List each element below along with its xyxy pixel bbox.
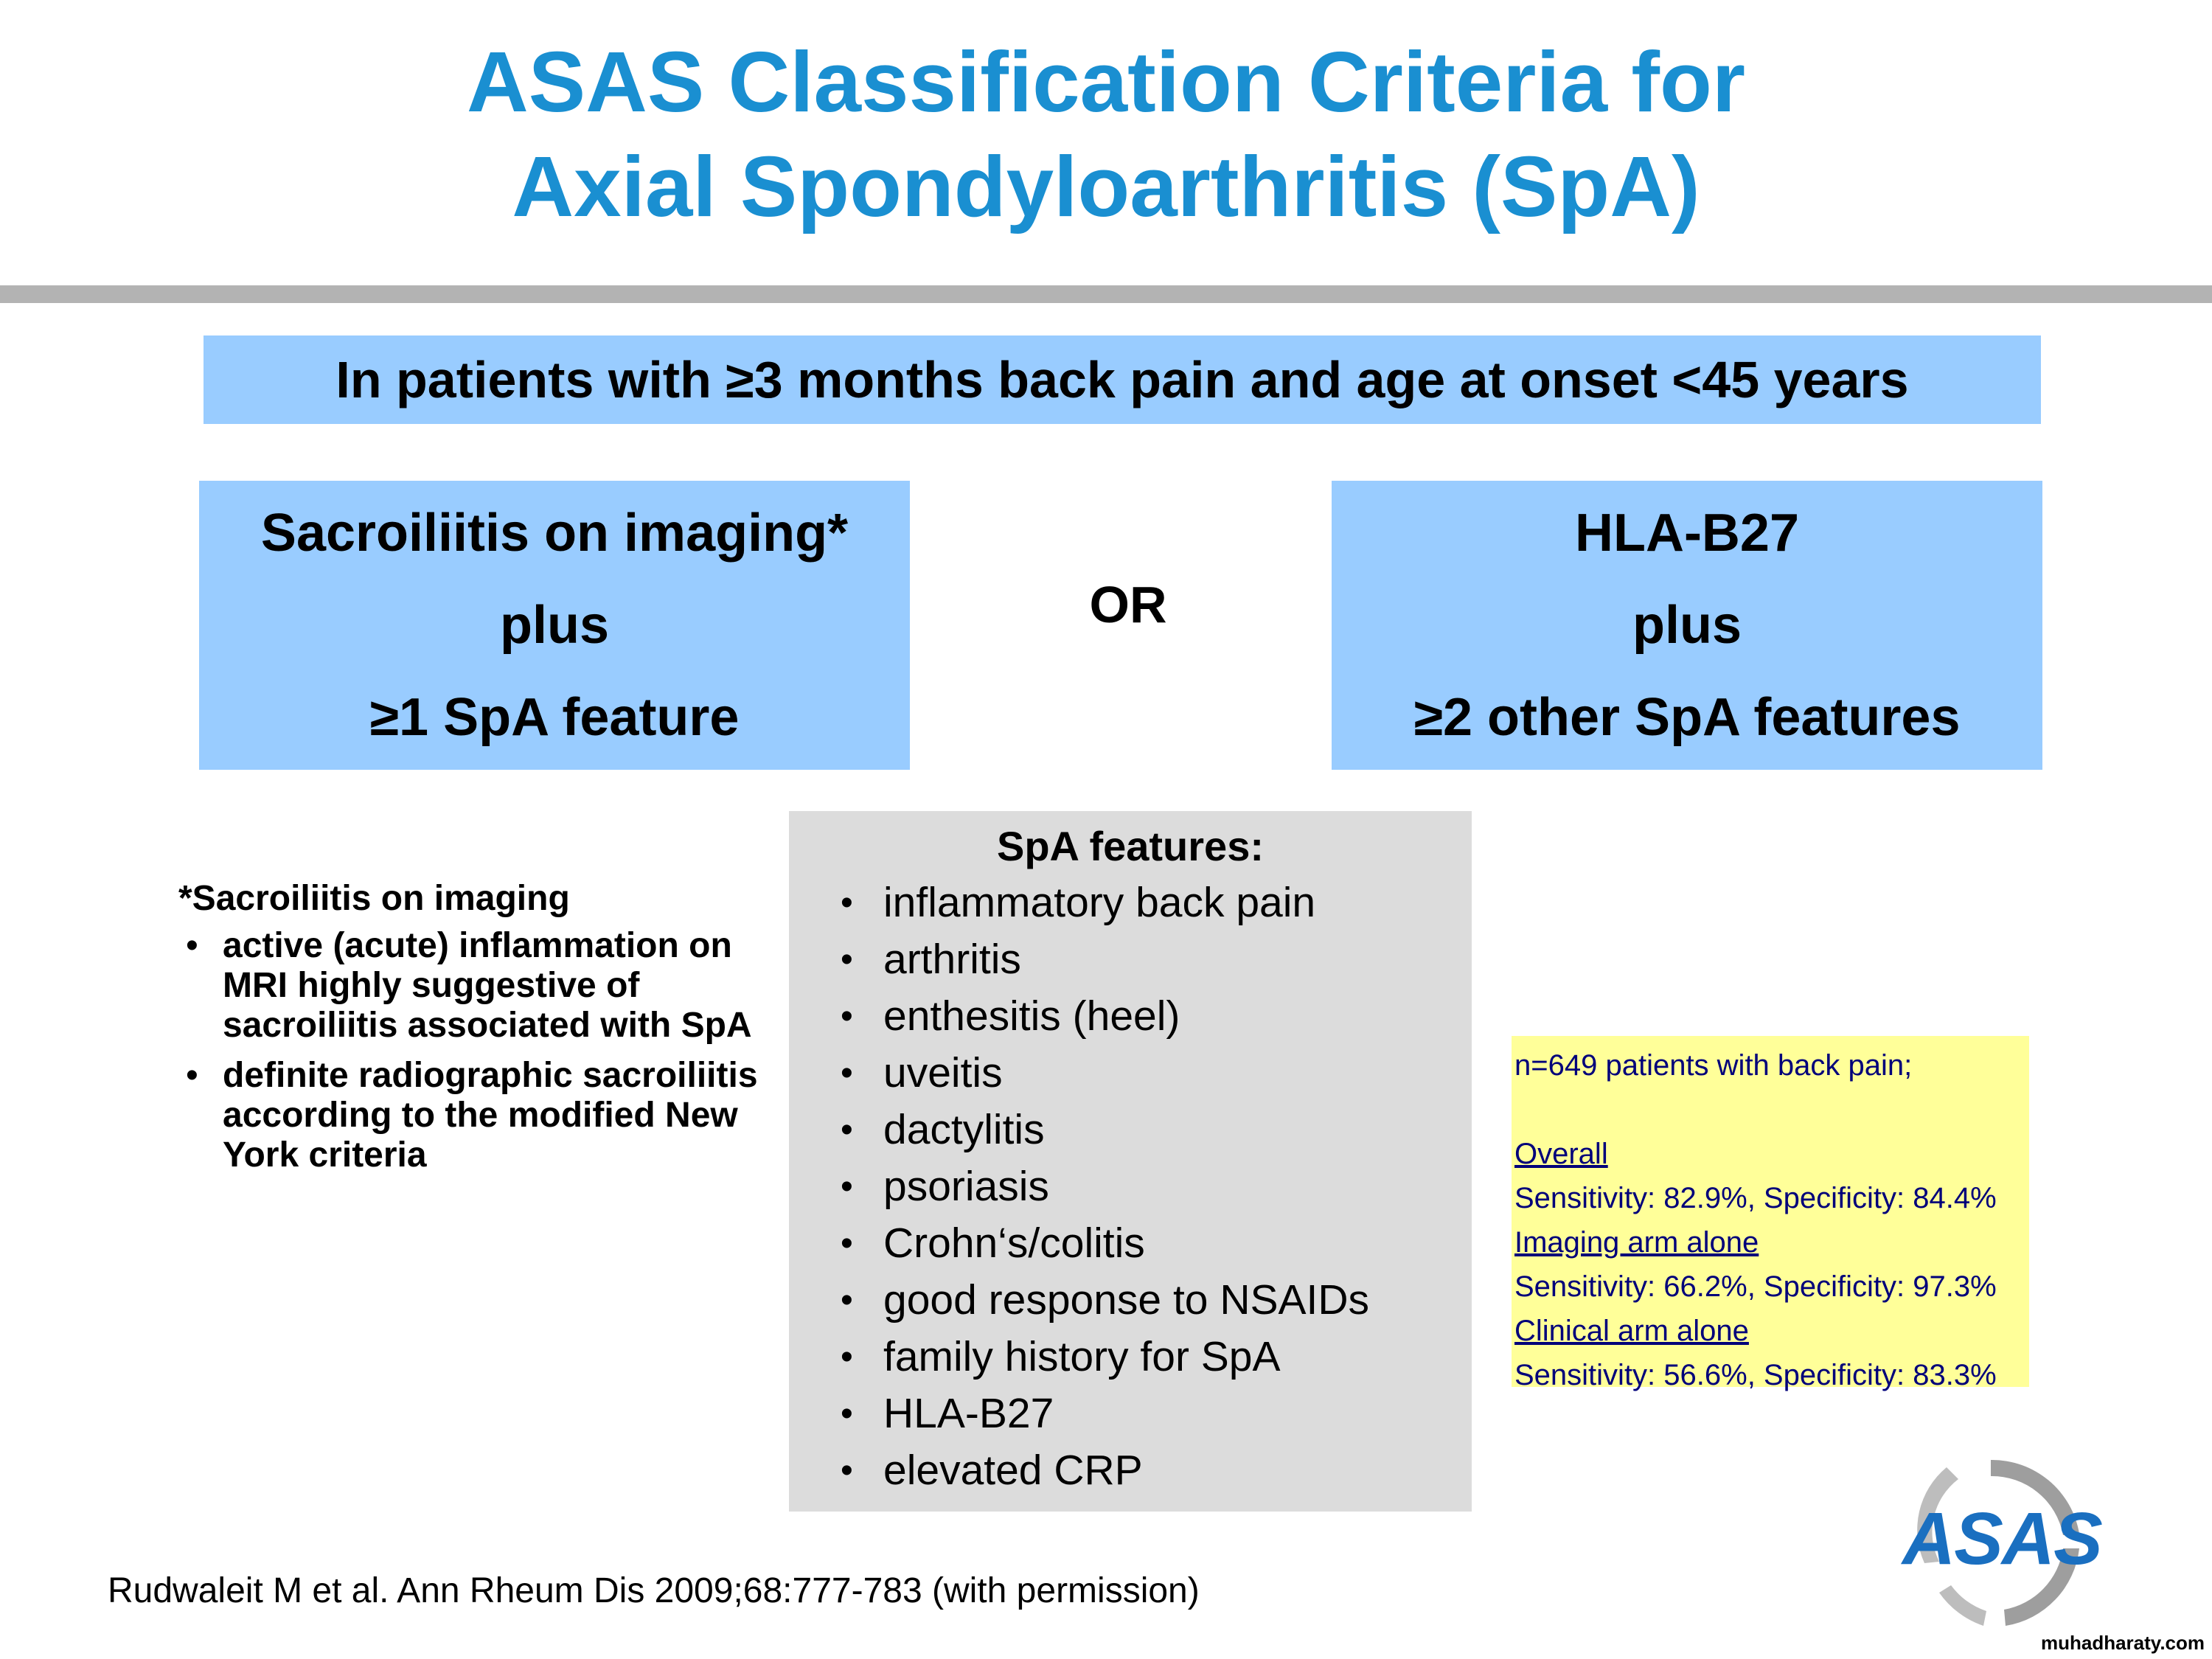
performance-stats-box xyxy=(1512,1036,2029,1391)
watermark: muhadharaty.com xyxy=(2040,1632,2205,1654)
feature-item: • good response to NSAIDs xyxy=(841,1272,1472,1329)
title-line-1: ASAS Classification Criteria for xyxy=(467,34,1745,130)
feature-item: • family history for SpA xyxy=(841,1329,1472,1385)
feature-item: • uveitis xyxy=(841,1045,1472,1102)
feature-item: • HLA-B27 xyxy=(841,1385,1472,1442)
feature-item: • enthesitis (heel) xyxy=(841,988,1472,1045)
asas-logo-icon xyxy=(1895,1445,2131,1637)
citation: Rudwaleit M et al. Ann Rheum Dis 2009;68:777-783 (with permission) xyxy=(108,1571,1200,1610)
features-list xyxy=(789,874,1472,1499)
spa-features-box xyxy=(789,811,1472,1512)
feature-item: • psoriasis xyxy=(841,1158,1472,1215)
footnote-list xyxy=(178,926,798,1175)
feature-item: • dactylitis xyxy=(841,1102,1472,1158)
feature-item: • inflammatory back pain xyxy=(841,874,1472,931)
stats-overall-values: Sensitivity: 82.9%, Specificity: 84.4% xyxy=(1514,1182,1997,1214)
stats-clinical-values: Sensitivity: 56.6%, Specificity: 83.3% xyxy=(1514,1359,1997,1391)
stats-overall-label: Overall xyxy=(1514,1138,1608,1170)
imaging-arm-box xyxy=(199,481,910,770)
footnote-item: • definite radiographic sacroiliitis according to the modified New York criteria xyxy=(178,1056,798,1175)
imaging-arm-line-3: ≥1 SpA feature xyxy=(369,688,740,748)
clinical-arm-line-2: plus xyxy=(1632,595,1742,655)
feature-item: • arthritis xyxy=(841,931,1472,988)
clinical-arm-box xyxy=(1332,481,2042,770)
footnote-title: *Sacroiliitis on imaging xyxy=(178,879,570,918)
feature-item: • Crohn‘s/colitis xyxy=(841,1215,1472,1272)
stats-imaging-label: Imaging arm alone xyxy=(1514,1226,1759,1259)
title-line-2: Axial Spondyloarthritis (SpA) xyxy=(512,139,1700,234)
sacroiliitis-footnote xyxy=(178,879,798,1186)
stats-intro: n=649 patients with back pain; xyxy=(1514,1049,1913,1082)
imaging-arm-line-2: plus xyxy=(499,595,609,655)
stats-spacer xyxy=(1514,1088,2029,1132)
slide-title xyxy=(0,29,2212,239)
feature-item: • elevated CRP xyxy=(841,1442,1472,1499)
logo-text: ASAS xyxy=(1902,1498,2101,1580)
or-label: OR xyxy=(1089,576,1167,633)
title-divider xyxy=(0,285,2212,303)
entry-criteria-banner: In patients with ≥3 months back pain and age at onset <45 years xyxy=(204,335,2041,424)
features-title: SpA features: xyxy=(996,823,1264,869)
stats-imaging-values: Sensitivity: 66.2%, Specificity: 97.3% xyxy=(1514,1270,1997,1303)
footnote-item: • active (acute) inflammation on MRI highly suggestive of sacroiliitis associated with SpA xyxy=(178,926,798,1046)
stats-clinical-label: Clinical arm alone xyxy=(1514,1315,1749,1347)
imaging-arm-line-1: Sacroiliitis on imaging* xyxy=(260,503,849,563)
clinical-arm-line-3: ≥2 other SpA features xyxy=(1413,688,1961,748)
clinical-arm-line-1: HLA-B27 xyxy=(1574,503,1800,563)
